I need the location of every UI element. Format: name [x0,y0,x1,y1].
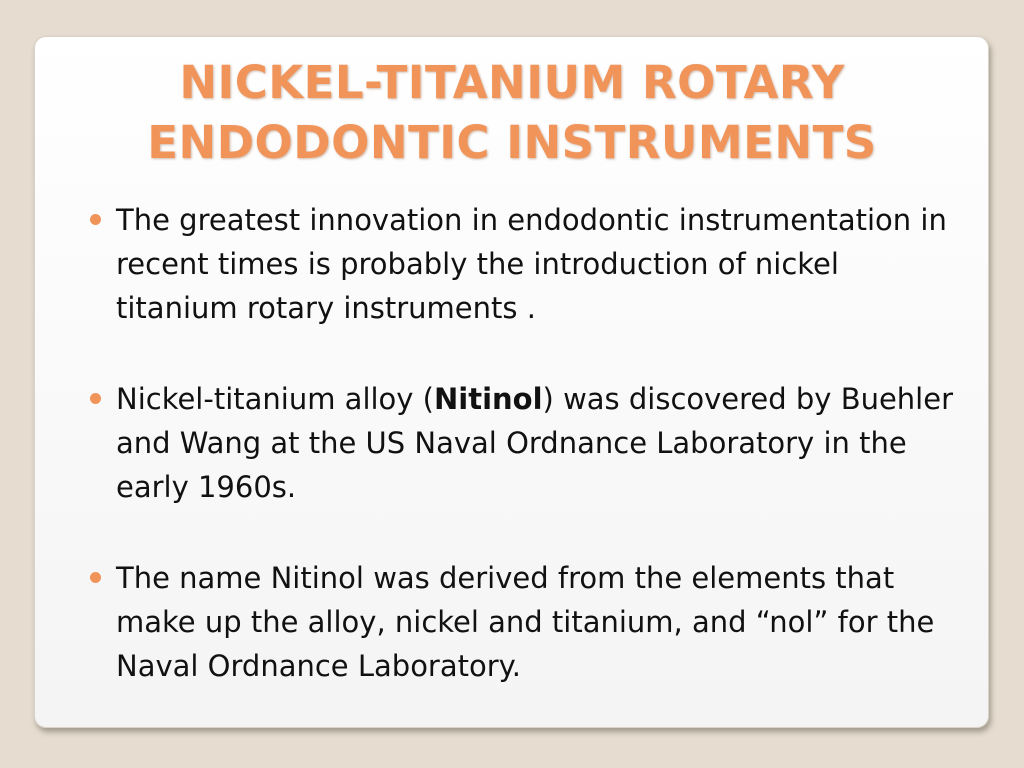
bullet-text-1: The greatest innovation in endodontic instrumentation in recent times is probably the introduction of nickel titanium rotary instruments . [116,203,947,325]
bullet-item-3 [88,556,968,688]
slide-title-line-2: ENDODONTIC INSTRUMENTS [147,116,877,169]
bullet-dot-icon [90,393,101,404]
bullet-text-3: The name Nitinol was derived from the elements that make up the alloy, nickel and titanium, and “nol” for the Naval Ordnance Laboratory. [116,561,935,683]
bullet-text-2 [116,382,953,504]
bullet-dot-icon [90,572,101,583]
bullet-text-2-bold: Nitinol [434,382,543,416]
bullet-dot-icon [90,214,101,225]
slide-title-line-1: NICKEL-TITANIUM ROTARY [179,56,845,109]
bullet-list [88,198,968,735]
bullet-text-2-after: ) was discovered by Buehler and Wang at the US Naval Ordnance Laboratory in the early 1960s. [116,382,954,504]
bullet-item-2 [88,377,968,509]
bullet-text-2-before: Nickel-titanium alloy ( [116,382,434,416]
bullet-item-1 [88,198,968,330]
